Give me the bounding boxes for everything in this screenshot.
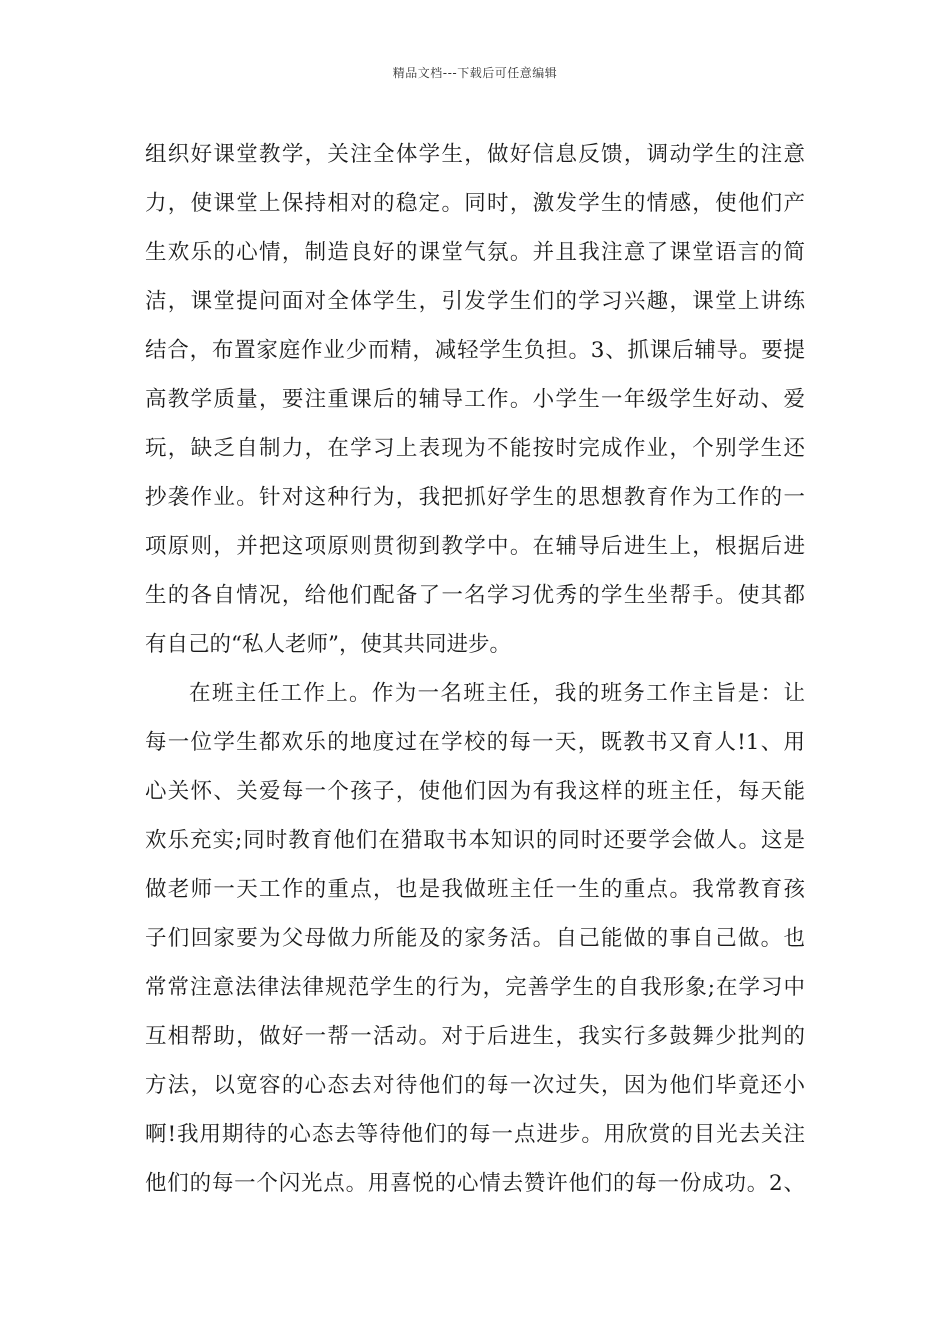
text-line: 子们回家要为父母做力所能及的家务活。自己能做的事自己做。也 xyxy=(145,926,805,951)
text-line: 心关怀、关爱每一个孩子，使他们因为有我这样的班主任，每天能 xyxy=(145,779,805,804)
text-line: 项原则，并把这项原则贯彻到教学中。在辅导后进生上，根据后进 xyxy=(145,534,805,559)
text-line: 啊!我用期待的心态去等待他们的每一点进步。用欣赏的目光去关注 xyxy=(145,1122,805,1147)
text-line: 力，使课堂上保持相对的稳定。同时，激发学生的情感，使他们产 xyxy=(145,191,805,216)
document-body xyxy=(145,130,805,1208)
text-line: 欢乐充实;同时教育他们在猎取书本知识的同时还要学会做人。这是 xyxy=(145,828,805,853)
text-line: 互相帮助，做好一帮一活动。对于后进生，我实行多鼓舞少批判的 xyxy=(145,1024,805,1049)
text-line: 在班主任工作上。作为一名班主任，我的班务工作主旨是：让 xyxy=(189,681,805,706)
text-line: 组织好课堂教学，关注全体学生，做好信息反馈，调动学生的注意 xyxy=(145,142,805,167)
text-line: 方法，以宽容的心态去对待他们的每一次过失，因为他们毕竟还小 xyxy=(145,1073,805,1098)
paragraph-1 xyxy=(145,130,805,669)
text-line: 抄袭作业。针对这种行为，我把抓好学生的思想教育作为工作的一 xyxy=(145,485,805,510)
text-line: 生的各自情况，给他们配备了一名学习优秀的学生坐帮手。使其都 xyxy=(145,583,805,608)
text-line: 每一位学生都欢乐的地度过在学校的每一天，既教书又育人!1、用 xyxy=(145,730,805,755)
paragraph-2 xyxy=(145,669,805,1208)
text-line: 玩，缺乏自制力，在学习上表现为不能按时完成作业，个别学生还 xyxy=(145,436,805,461)
text-line: 高教学质量，要注重课后的辅导工作。小学生一年级学生好动、爱 xyxy=(145,387,805,412)
page-header: 精品文档---下载后可任意编辑 xyxy=(392,66,558,80)
text-line: 常常注意法律法律规范学生的行为，完善学生的自我形象;在学习中 xyxy=(145,975,805,1000)
text-line: 生欢乐的心情，制造良好的课堂气氛。并且我注意了课堂语言的简 xyxy=(145,240,805,265)
text-line: 结合，布置家庭作业少而精，减轻学生负担。3、抓课后辅导。要提 xyxy=(145,338,805,363)
text-line: 有自己的“私人老师”，使其共同进步。 xyxy=(145,632,511,657)
text-line: 洁，课堂提问面对全体学生，引发学生们的学习兴趣，课堂上讲练 xyxy=(145,289,805,314)
text-line: 他们的每一个闪光点。用喜悦的心情去赞许他们的每一份成功。2、 xyxy=(145,1171,805,1196)
text-line: 做老师一天工作的重点，也是我做班主任一生的重点。我常教育孩 xyxy=(145,877,805,902)
